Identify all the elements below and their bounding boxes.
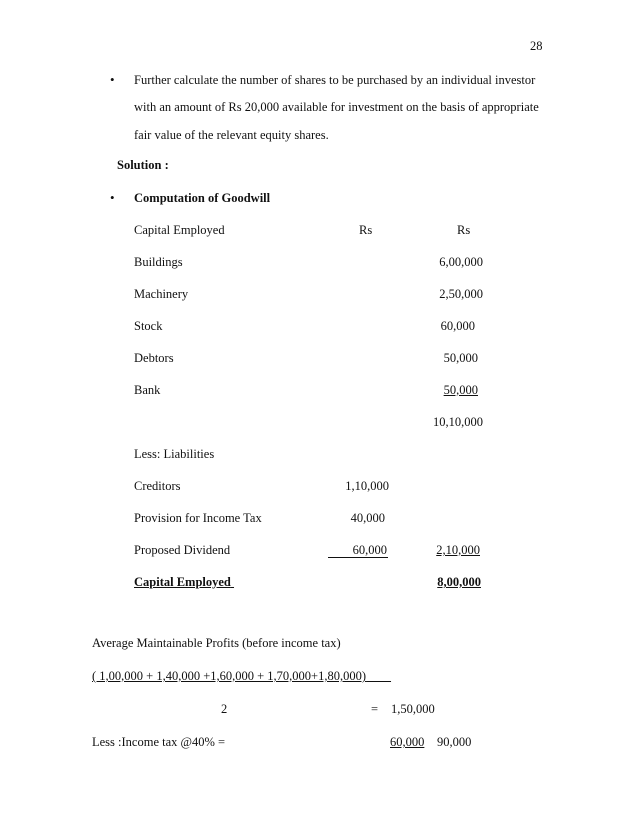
asset-label: Buildings <box>134 255 183 269</box>
liability-label: Proposed Dividend <box>134 543 231 557</box>
asset-amount: 2,50,000 <box>439 287 483 301</box>
asset-label: Machinery <box>134 287 189 301</box>
asset-label: Stock <box>134 319 163 333</box>
asset-amount: 50,000 <box>443 383 478 397</box>
liability-amount: 60,000 <box>352 543 387 557</box>
liability-label: Provision for Income Tax <box>134 511 262 525</box>
liability-amount: 1,10,000 <box>345 479 389 493</box>
asset-amount: 6,00,000 <box>439 255 483 269</box>
liabilities-total: 2,10,000 <box>436 543 480 557</box>
after-tax-amount: 90,000 <box>437 735 472 749</box>
intro-line-3: fair value of the relevant equity shares. <box>134 128 329 142</box>
goodwill-heading: Computation of Goodwill <box>134 191 271 205</box>
tax-amount: 60,000 <box>390 735 425 749</box>
intro-line-2: with an amount of Rs 20,000 available for investment on the basis of appropriate <box>134 100 539 114</box>
profits-result: 1,50,000 <box>391 702 435 716</box>
less-liabilities-label: Less: Liabilities <box>134 447 215 461</box>
asset-label: Bank <box>134 383 161 397</box>
profits-numerator-text: ( 1,00,000 + 1,40,000 +1,60,000 + 1,70,000+1,80,000) <box>92 669 367 683</box>
bullet-icon: • <box>110 72 115 87</box>
capital-employed-label <box>134 575 234 590</box>
profits-equals: = <box>371 702 379 716</box>
col2-header: Rs <box>457 223 471 237</box>
solution-heading: Solution : <box>117 158 169 172</box>
liability-amount: 40,000 <box>350 511 385 525</box>
intro-line-1: Further calculate the number of shares to be purchased by an individual investor <box>134 73 536 87</box>
capital-employed-header: Capital Employed <box>134 223 225 237</box>
bullet-icon: • <box>110 190 115 205</box>
assets-total: 10,10,000 <box>433 415 483 429</box>
profits-heading: Average Maintainable Profits (before income tax) <box>92 636 341 650</box>
profits-numerator <box>92 669 391 684</box>
page-number: 28 <box>530 39 543 53</box>
tax-label: Less :Income tax @40% = <box>92 735 226 749</box>
col1-header: Rs <box>359 223 373 237</box>
capital-employed-amount: 8,00,000 <box>437 575 481 589</box>
asset-label: Debtors <box>134 351 174 365</box>
asset-amount: 50,000 <box>443 351 478 365</box>
capital-employed-label-text: Capital Employed <box>134 575 231 589</box>
liability-label: Creditors <box>134 479 181 493</box>
asset-amount: 60,000 <box>440 319 475 333</box>
profits-denominator: 2 <box>221 702 228 716</box>
